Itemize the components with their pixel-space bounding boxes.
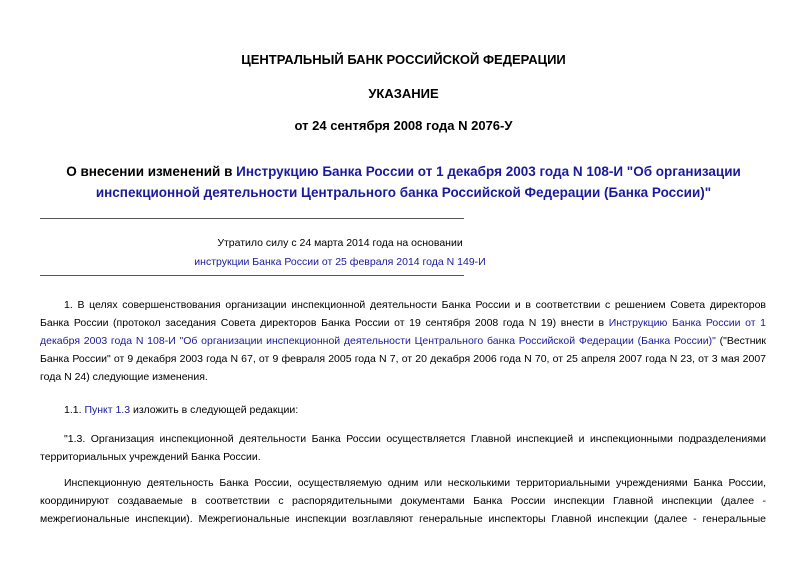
paragraph-2-prefix: 1.1.	[64, 404, 85, 416]
status-note-link[interactable]: инструкции Банка России от 25 февраля 2014 года N 149-И	[194, 256, 486, 268]
paragraph-1-text-a: 1. В целях совершенствования организации инспекционной деятельности Банка России и в соответствии с решением Совета директоров Банка России (протокол заседания Совета директоров Банка России от 19 сентября 2008 года N 19) внести в	[40, 299, 766, 329]
date-number-heading: от 24 сентября 2008 года N 2076-У	[294, 118, 513, 133]
document-title	[0, 161, 807, 203]
title-link-instruction-cont[interactable]: инспекционной деятельности Центрального банка Российской Федерации (Банка России)"	[95, 185, 712, 200]
divider-top	[40, 218, 464, 219]
paragraph-2-suffix: изложить в следующей редакции:	[130, 404, 299, 416]
paragraph-2-link-item[interactable]: Пункт 1.3	[84, 404, 131, 416]
divider-bottom	[40, 275, 464, 276]
title-prefix: О внесении изменений в	[66, 164, 237, 179]
doc-type-heading: УКАЗАНИЕ	[368, 86, 439, 101]
org-heading: ЦЕНТРАЛЬНЫЙ БАНК РОССИЙСКОЙ ФЕДЕРАЦИИ	[241, 52, 566, 67]
title-link-instruction[interactable]: Инструкцию Банка России от 1 декабря 2003 года N 108-И "Об организации	[236, 164, 741, 179]
status-note	[40, 234, 640, 272]
paragraph-3: "1.3. Организация инспекционной деятельности Банка России осуществляется Главной инспекцией и инспекционными подразделениями территориальных учреждений Банка России.	[40, 433, 766, 463]
paragraph-4: Инспекционную деятельность Банка России, осуществляемую одним или несколькими территориальными учреждениями Банка России, координируют создаваемые в соответствии с распорядительными документами Банка России инспекции Главной инспекции (далее - межрегиональные инспекции). Межрегиональные инспекции возглавляют генеральные инспекторы Главной инспекции (далее - генеральные	[40, 477, 766, 525]
paragraph-1-link-instruction[interactable]: Инструкцию Банка России от 1 декабря 2003 года N 108-И "Об организации инспекционной деятельности Центрального банка Российской Федерации (Банка России)"	[40, 317, 766, 347]
paragraph-1-text-b: ("Вестник Банка России" от 9 декабря 2003 года N 67, от 9 февраля 2005 года N 7, от 20 декабря 2006 года N 70, от 25 апреля 2007 года N 23, от 3 мая 2007 года N 24) следующие изменения.	[40, 335, 766, 383]
status-note-text: Утратило силу с 24 марта 2014 года на основании	[217, 237, 463, 249]
paragraph-2	[40, 401, 766, 419]
paragraph-1	[40, 296, 766, 386]
